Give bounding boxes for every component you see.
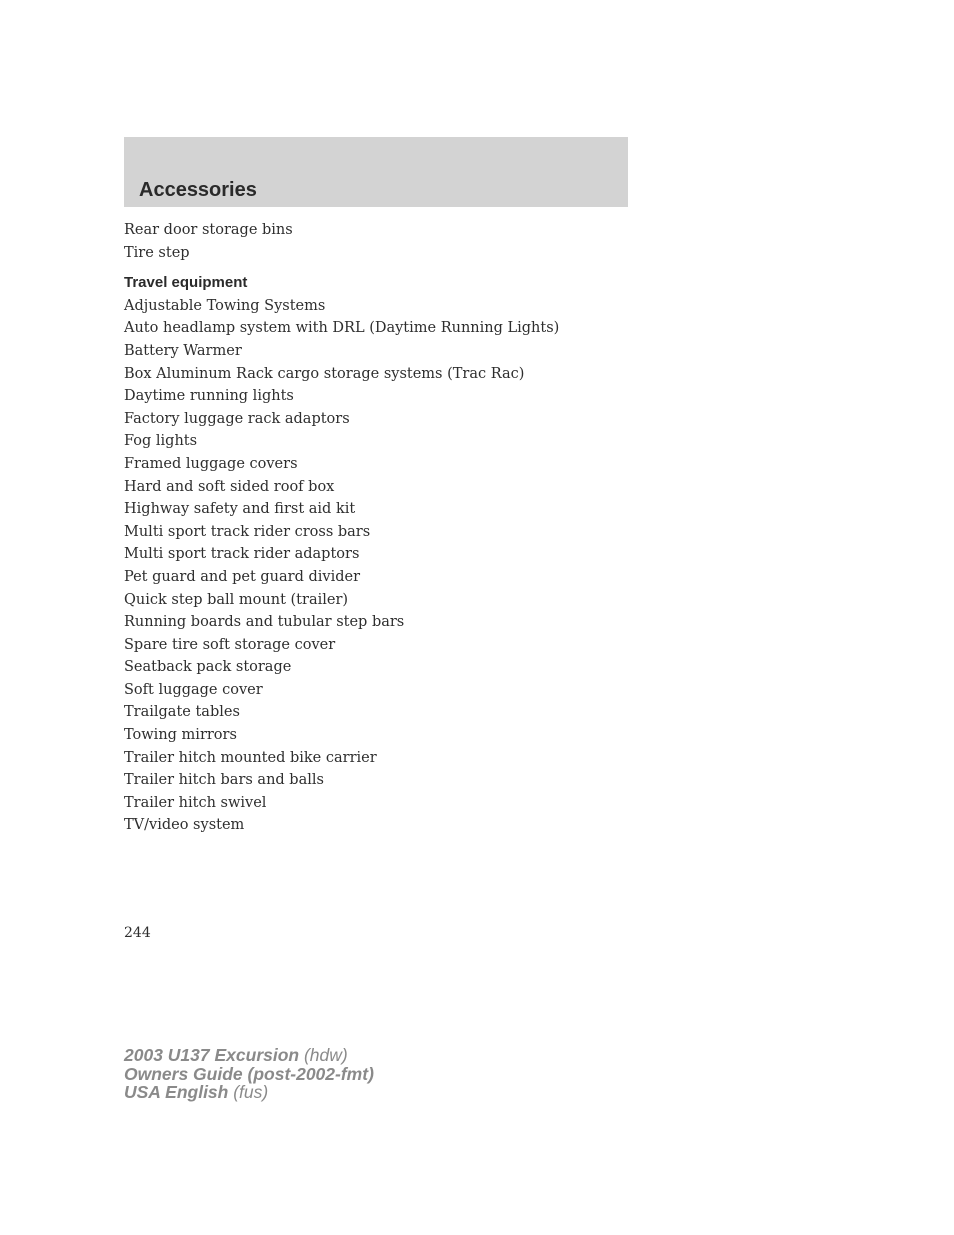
list-item: TV/video system <box>124 817 245 834</box>
footer-language-code: (fus) <box>233 1082 269 1102</box>
list-item: Quick step ball mount (trailer) <box>124 591 349 608</box>
list-item: Fog lights <box>124 433 198 450</box>
footer-model: 2003 U137 Excursion <box>124 1045 300 1065</box>
list-item: Box Aluminum Rack cargo storage systems (Trac Rac) <box>124 365 525 382</box>
page-number: 244 <box>124 925 151 941</box>
list-item: Rear door storage bins <box>124 222 293 238</box>
list-item: Framed luggage covers <box>124 455 298 472</box>
list-item: Tire step <box>124 244 190 261</box>
list-item: Adjustable Towing Systems <box>124 297 326 314</box>
list-item: Soft luggage cover <box>124 681 263 698</box>
content-body <box>124 219 628 837</box>
list-item: Towing mirrors <box>124 727 237 744</box>
list-item: Running boards and tubular step bars <box>124 614 405 631</box>
footer-model-code: (hdw) <box>303 1045 348 1065</box>
footer-line-1 <box>124 1046 374 1065</box>
document-footer <box>124 1046 374 1102</box>
list-item: Battery Warmer <box>124 342 242 359</box>
list-item: Multi sport track rider adaptors <box>124 546 360 563</box>
list-item: Factory luggage rack adaptors <box>124 410 350 427</box>
footer-line-2 <box>124 1065 374 1084</box>
list-item: Pet guard and pet guard divider <box>124 568 361 585</box>
footer-guide: Owners Guide (post-2002-fmt) <box>124 1063 374 1084</box>
list-item: Spare tire soft storage cover <box>124 636 336 653</box>
footer-language: USA English <box>124 1082 229 1102</box>
list-item: Trailer hitch bars and balls <box>124 772 324 789</box>
list-item: Daytime running lights <box>124 388 294 405</box>
list-item: Seatback pack storage <box>124 659 292 676</box>
travel-equipment-heading: Travel equipment <box>124 274 248 292</box>
list-item: Trailgate tables <box>124 704 240 721</box>
section-title: Accessories <box>139 179 257 201</box>
footer-line-3 <box>124 1083 374 1102</box>
list-item: Trailer hitch mounted bike carrier <box>124 749 377 766</box>
section-header-band <box>124 137 628 207</box>
list-item: Auto headlamp system with DRL (Daytime Running Lights) <box>124 320 560 337</box>
list-item: Multi sport track rider cross bars <box>124 523 371 540</box>
list-item: Highway safety and first aid kit <box>124 501 356 518</box>
list-item: Hard and soft sided roof box <box>124 478 335 495</box>
list-item: Trailer hitch swivel <box>124 794 267 811</box>
